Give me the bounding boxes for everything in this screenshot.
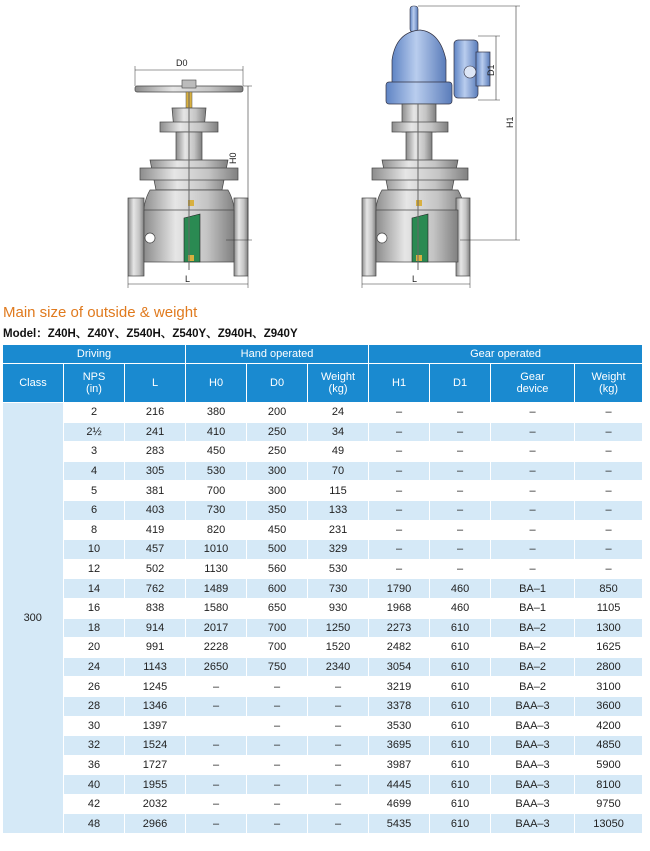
table-cell: 2032 <box>125 794 186 814</box>
table-cell: – <box>308 716 369 736</box>
table-cell: BAA–3 <box>491 814 575 834</box>
header-gear-device <box>491 364 575 403</box>
table-row <box>3 638 643 658</box>
table-cell: 914 <box>125 618 186 638</box>
table-row <box>3 775 643 795</box>
header-h1: H1 <box>369 364 430 403</box>
table-cell: 380 <box>186 403 247 423</box>
header-class: Class <box>3 364 64 403</box>
table-cell: 20 <box>64 638 125 658</box>
table-row <box>3 500 643 520</box>
table-cell: BAA–3 <box>491 696 575 716</box>
table-cell <box>186 716 247 736</box>
table-cell: 2650 <box>186 657 247 677</box>
table-cell: – <box>575 403 643 423</box>
table-cell: 28 <box>64 696 125 716</box>
table-cell: – <box>430 403 491 423</box>
table-cell: – <box>575 559 643 579</box>
table-cell: – <box>369 442 430 462</box>
table-cell: 403 <box>125 500 186 520</box>
table-cell: – <box>186 755 247 775</box>
table-cell: 14 <box>64 579 125 599</box>
table-cell: 1524 <box>125 736 186 756</box>
table-cell: 34 <box>308 422 369 442</box>
table-cell: – <box>186 696 247 716</box>
table-cell: 700 <box>247 638 308 658</box>
table-row <box>3 461 643 481</box>
table-cell: 26 <box>64 677 125 697</box>
table-cell: – <box>430 442 491 462</box>
table-cell: – <box>369 461 430 481</box>
header-weight-label: Weight <box>321 371 356 383</box>
table-cell: 610 <box>430 755 491 775</box>
table-cell: – <box>247 677 308 697</box>
table-cell: 610 <box>430 696 491 716</box>
table-cell: 3695 <box>369 736 430 756</box>
table-body <box>3 403 643 834</box>
table-cell: 216 <box>125 403 186 423</box>
table-cell: 24 <box>64 657 125 677</box>
table-cell: – <box>369 481 430 501</box>
table-cell: 5 <box>64 481 125 501</box>
table-row <box>3 755 643 775</box>
table-cell: 2½ <box>64 422 125 442</box>
table-cell: – <box>430 559 491 579</box>
table-cell: BAA–3 <box>491 755 575 775</box>
table-cell: 48 <box>64 814 125 834</box>
table-cell: 410 <box>186 422 247 442</box>
table-cell: 1010 <box>186 540 247 560</box>
header-nps <box>64 364 125 403</box>
table-cell: 930 <box>308 598 369 618</box>
table-cell: – <box>308 794 369 814</box>
table-cell: 40 <box>64 775 125 795</box>
table-cell: – <box>491 403 575 423</box>
table-cell: 8100 <box>575 775 643 795</box>
table-cell: 1143 <box>125 657 186 677</box>
table-cell: 530 <box>186 461 247 481</box>
table-cell: 1968 <box>369 598 430 618</box>
table-cell: 610 <box>430 736 491 756</box>
table-cell: 8 <box>64 520 125 540</box>
table-row <box>3 794 643 814</box>
table-cell: 750 <box>247 657 308 677</box>
table-cell: 820 <box>186 520 247 540</box>
table-cell: – <box>430 422 491 442</box>
table-cell: – <box>369 422 430 442</box>
table-cell: – <box>186 677 247 697</box>
table-row <box>3 442 643 462</box>
model-line: Model：Z40H、Z40Y、Z540H、Z540Y、Z940H、Z940Y <box>3 328 298 340</box>
table-cell: 502 <box>125 559 186 579</box>
table-cell: 9750 <box>575 794 643 814</box>
table-cell: 2966 <box>125 814 186 834</box>
table-cell: – <box>491 442 575 462</box>
table-cell: 1727 <box>125 755 186 775</box>
table-row <box>3 696 643 716</box>
table-cell: BA–2 <box>491 677 575 697</box>
table-cell: 560 <box>247 559 308 579</box>
table-row <box>3 559 643 579</box>
table-cell: 530 <box>308 559 369 579</box>
header-gear-weight <box>575 364 643 403</box>
dim-label-h0: H0 <box>228 152 238 164</box>
table-cell: 457 <box>125 540 186 560</box>
table-cell: – <box>247 755 308 775</box>
table-cell: – <box>575 481 643 501</box>
table-cell: – <box>186 814 247 834</box>
table-cell: 730 <box>308 579 369 599</box>
table-cell: – <box>308 814 369 834</box>
table-cell: 200 <box>247 403 308 423</box>
table-cell: 250 <box>247 442 308 462</box>
gear-operated-valve-drawing <box>362 6 520 288</box>
table-cell: 4 <box>64 461 125 481</box>
group-gear-operated: Gear operated <box>369 345 643 364</box>
table-row <box>3 677 643 697</box>
header-weight <box>308 364 369 403</box>
table-cell: 700 <box>186 481 247 501</box>
dim-label-l-left: L <box>185 274 191 284</box>
table-cell: 1790 <box>369 579 430 599</box>
table-row <box>3 716 643 736</box>
table-cell: 4200 <box>575 716 643 736</box>
table-cell: 838 <box>125 598 186 618</box>
table-cell: 381 <box>125 481 186 501</box>
table-cell: 1520 <box>308 638 369 658</box>
table-cell: 762 <box>125 579 186 599</box>
table-cell: 650 <box>247 598 308 618</box>
table-cell: 1489 <box>186 579 247 599</box>
table-cell: 305 <box>125 461 186 481</box>
table-cell: 4850 <box>575 736 643 756</box>
table-cell: 3 <box>64 442 125 462</box>
table-cell: 610 <box>430 638 491 658</box>
table-cell: – <box>308 677 369 697</box>
table-cell: – <box>247 794 308 814</box>
table-cell: BA–1 <box>491 598 575 618</box>
table-cell: – <box>491 559 575 579</box>
table-cell: 1300 <box>575 618 643 638</box>
table-cell: – <box>491 461 575 481</box>
table-cell: BA–2 <box>491 638 575 658</box>
table-cell: 500 <box>247 540 308 560</box>
table-cell: 2340 <box>308 657 369 677</box>
table-cell: – <box>308 696 369 716</box>
table-cell: 610 <box>430 618 491 638</box>
table-cell: BA–2 <box>491 618 575 638</box>
table-cell: 12 <box>64 559 125 579</box>
table-cell: – <box>186 775 247 795</box>
table-cell: 850 <box>575 579 643 599</box>
table-cell: – <box>369 500 430 520</box>
table-cell: 36 <box>64 755 125 775</box>
table-cell: 1130 <box>186 559 247 579</box>
table-cell: – <box>575 500 643 520</box>
table-cell: – <box>575 442 643 462</box>
table-cell: 30 <box>64 716 125 736</box>
table-cell: 1625 <box>575 638 643 658</box>
table-cell: 610 <box>430 775 491 795</box>
header-nps-label: NPS <box>82 371 106 383</box>
table-cell: 3100 <box>575 677 643 697</box>
table-row <box>3 481 643 501</box>
table-cell: 3530 <box>369 716 430 736</box>
table-cell: 18 <box>64 618 125 638</box>
table-cell: – <box>186 736 247 756</box>
table-cell: 991 <box>125 638 186 658</box>
table-cell: 610 <box>430 716 491 736</box>
table-cell: 419 <box>125 520 186 540</box>
dim-label-d1: D1 <box>486 64 496 76</box>
table-cell: 329 <box>308 540 369 560</box>
table-cell: 32 <box>64 736 125 756</box>
header-weight-unit: (kg) <box>328 383 348 395</box>
table-cell: 16 <box>64 598 125 618</box>
group-hand-operated: Hand operated <box>186 345 369 364</box>
table-cell: BA–1 <box>491 579 575 599</box>
table-cell: – <box>247 775 308 795</box>
table-cell: 1250 <box>308 618 369 638</box>
table-cell: 70 <box>308 461 369 481</box>
table-cell: 241 <box>125 422 186 442</box>
dim-label-l-right: L <box>412 274 418 284</box>
table-cell: – <box>308 736 369 756</box>
table-cell: BAA–3 <box>491 736 575 756</box>
header-gear-weight-label: Weight <box>591 371 626 383</box>
header-d1: D1 <box>430 364 491 403</box>
table-cell: – <box>186 794 247 814</box>
table-cell: 6 <box>64 500 125 520</box>
table-row <box>3 422 643 442</box>
table-cell: – <box>247 814 308 834</box>
table-cell: BA–2 <box>491 657 575 677</box>
table-cell: 1346 <box>125 696 186 716</box>
header-d0: D0 <box>247 364 308 403</box>
table-cell: 610 <box>430 814 491 834</box>
table-cell: – <box>575 461 643 481</box>
table-cell: – <box>308 775 369 795</box>
table-row <box>3 618 643 638</box>
table-cell: – <box>491 500 575 520</box>
table-cell: 730 <box>186 500 247 520</box>
dim-label-h1: H1 <box>505 116 515 128</box>
table-row <box>3 657 643 677</box>
table-cell: 1105 <box>575 598 643 618</box>
table-row <box>3 598 643 618</box>
table-cell: 700 <box>247 618 308 638</box>
table-cell: 350 <box>247 500 308 520</box>
table-cell: BAA–3 <box>491 775 575 795</box>
table-cell: 450 <box>247 520 308 540</box>
header-gear-weight-unit: (kg) <box>599 383 618 395</box>
group-driving: Driving <box>3 345 186 364</box>
header-h0: H0 <box>186 364 247 403</box>
header-nps-unit: (in) <box>86 383 102 395</box>
table-cell: – <box>575 540 643 560</box>
table-cell: – <box>430 520 491 540</box>
table-cell: 600 <box>247 579 308 599</box>
table-cell: 1397 <box>125 716 186 736</box>
table-cell: – <box>369 559 430 579</box>
table-cell: 610 <box>430 794 491 814</box>
table-cell: 4445 <box>369 775 430 795</box>
table-row <box>3 736 643 756</box>
table-cell: – <box>430 481 491 501</box>
table-cell: – <box>308 755 369 775</box>
valve-drawings <box>0 0 650 300</box>
table-cell: 49 <box>308 442 369 462</box>
table-cell: – <box>575 520 643 540</box>
table-cell: 1580 <box>186 598 247 618</box>
table-cell: 460 <box>430 579 491 599</box>
table-cell: 1955 <box>125 775 186 795</box>
table-row <box>3 814 643 834</box>
table-cell: 10 <box>64 540 125 560</box>
table-cell: – <box>430 461 491 481</box>
table-cell: – <box>430 540 491 560</box>
table-cell: 42 <box>64 794 125 814</box>
table-cell: 2800 <box>575 657 643 677</box>
class-cell: 300 <box>3 403 64 834</box>
header-gear-device-label: Gear <box>520 371 545 383</box>
table-cell: BAA–3 <box>491 716 575 736</box>
table-cell: 133 <box>308 500 369 520</box>
table-cell: 3219 <box>369 677 430 697</box>
table-cell: – <box>575 422 643 442</box>
table-cell: 2 <box>64 403 125 423</box>
table-cell: 300 <box>247 481 308 501</box>
table-cell: 250 <box>247 422 308 442</box>
table-cell: BAA–3 <box>491 794 575 814</box>
section-title: Main size of outside & weight <box>3 304 198 321</box>
table-cell: 3987 <box>369 755 430 775</box>
table-cell: 13050 <box>575 814 643 834</box>
table-cell: – <box>247 716 308 736</box>
table-cell: 450 <box>186 442 247 462</box>
table-cell: 5435 <box>369 814 430 834</box>
table-row <box>3 540 643 560</box>
table-cell: 283 <box>125 442 186 462</box>
table-cell: – <box>491 422 575 442</box>
header-gear-device-label2: device <box>516 383 549 395</box>
table-cell: 231 <box>308 520 369 540</box>
table-cell: 3054 <box>369 657 430 677</box>
table-row <box>3 520 643 540</box>
hand-operated-valve-drawing <box>128 58 252 288</box>
table-cell: 300 <box>247 461 308 481</box>
table-cell: 460 <box>430 598 491 618</box>
table-cell: – <box>369 403 430 423</box>
table-cell: 1245 <box>125 677 186 697</box>
table-cell: – <box>430 500 491 520</box>
dimension-weight-table <box>2 344 643 834</box>
table-cell: 2273 <box>369 618 430 638</box>
table-cell: 2228 <box>186 638 247 658</box>
table-cell: – <box>491 520 575 540</box>
table-cell: 4699 <box>369 794 430 814</box>
table-cell: 610 <box>430 677 491 697</box>
table-cell: – <box>247 736 308 756</box>
header-l: L <box>125 364 186 403</box>
table-cell: 2017 <box>186 618 247 638</box>
table-cell: 3600 <box>575 696 643 716</box>
table-cell: 115 <box>308 481 369 501</box>
table-cell: – <box>369 540 430 560</box>
table-cell: – <box>491 540 575 560</box>
table-cell: – <box>491 481 575 501</box>
table-cell: 5900 <box>575 755 643 775</box>
table-cell: 24 <box>308 403 369 423</box>
table-cell: – <box>247 696 308 716</box>
table-cell: 2482 <box>369 638 430 658</box>
table-cell: 610 <box>430 657 491 677</box>
table-row <box>3 403 643 423</box>
table-row <box>3 579 643 599</box>
table-cell: 3378 <box>369 696 430 716</box>
table-cell: – <box>369 520 430 540</box>
dim-label-d0: D0 <box>176 58 188 68</box>
